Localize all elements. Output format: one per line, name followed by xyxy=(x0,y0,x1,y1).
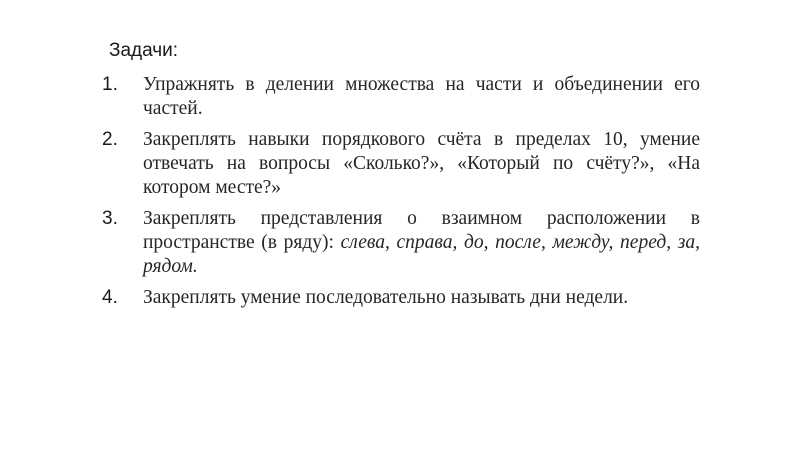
task-text-plain: Закреплять представления о взаимном расположении в пространстве (в ряду): xyxy=(143,208,700,253)
task-item xyxy=(100,286,700,310)
tasks-heading: Задачи: xyxy=(109,40,179,61)
tasks-list xyxy=(100,73,700,317)
task-item xyxy=(100,207,700,279)
task-item xyxy=(100,128,700,200)
task-number: 2. xyxy=(102,129,118,150)
task-text xyxy=(143,207,700,279)
task-number: 3. xyxy=(102,208,118,229)
task-text-plain: Упражнять в делении множества на части и объединении его частей. xyxy=(143,74,700,119)
task-text xyxy=(143,73,700,121)
task-text xyxy=(143,286,700,310)
task-text-plain: Закреплять навыки порядкового счёта в пределах 10, умение отвечать на вопросы «Сколько?», «Который по счёту?», «На котором месте?» xyxy=(143,129,700,198)
task-number: 4. xyxy=(102,287,118,308)
task-text-italic: слева, справа, до, после, между, перед, за, рядом. xyxy=(143,232,700,277)
task-item xyxy=(100,73,700,121)
task-number: 1. xyxy=(102,74,118,95)
task-text xyxy=(143,128,700,200)
task-text-plain: Закреплять умение последовательно называть дни недели. xyxy=(143,287,629,308)
